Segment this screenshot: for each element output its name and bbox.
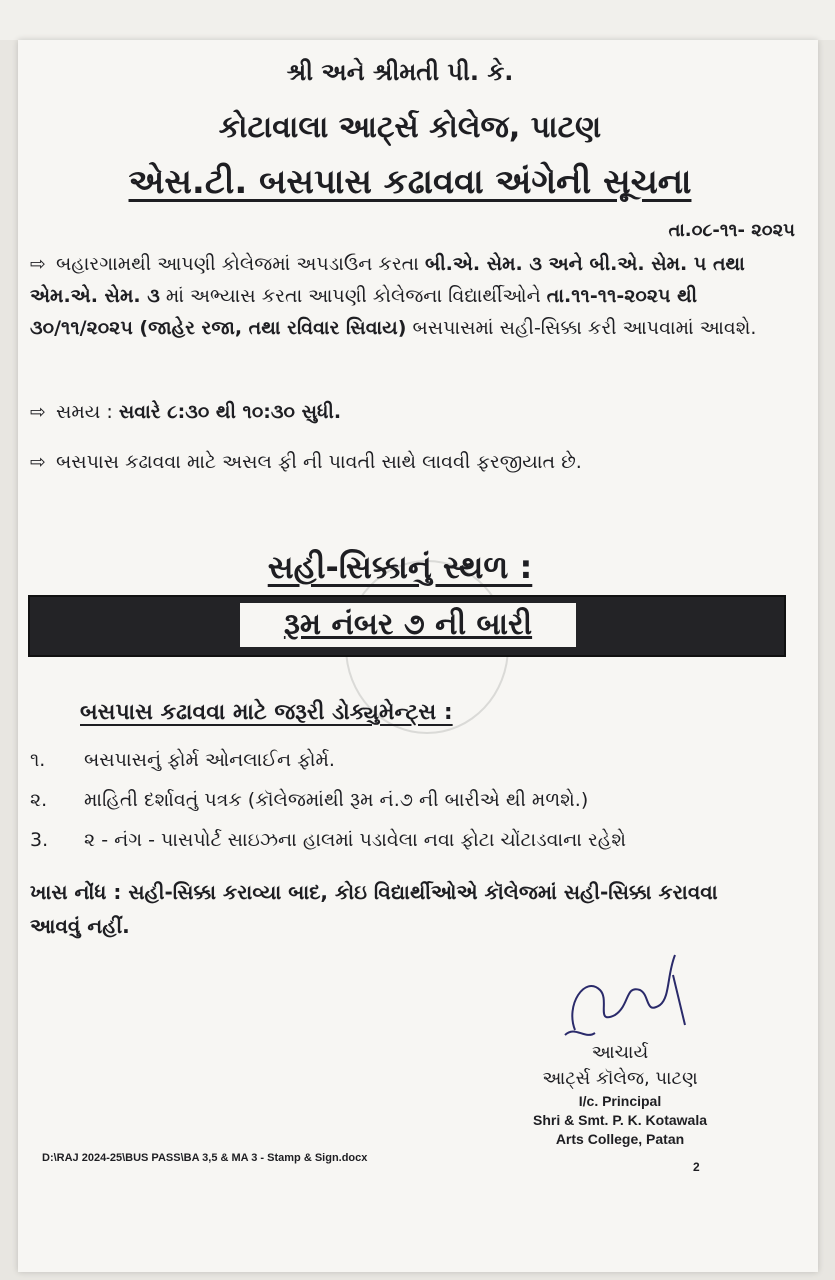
college-name-en: Arts College, Patan	[555, 1131, 685, 1147]
documents-list	[30, 740, 790, 860]
list-item-number: 3.	[30, 829, 49, 851]
college-name-gu: આર્ટ્સ કૉલેજ, પાટણ	[542, 1068, 698, 1089]
list-item	[30, 780, 790, 820]
principal-title-gu: આચાર્ય	[591, 1042, 649, 1063]
list-item-number: ૧.	[30, 749, 46, 771]
time-label: સમય :	[56, 401, 119, 423]
college-location: કોટાવાલા આર્ટ્સ કોલેજ, પાટણ	[218, 110, 602, 145]
arrow-right-icon: ⇨	[30, 253, 46, 275]
p1-part-a: બહારગામથી આપણી કોલેજમાં અપડાઉન કરતા	[56, 253, 425, 275]
list-item-text: ૨ - નંગ - પાસપોર્ટ સાઇઝના હાલમાં પડાવેલા નવા ફોટા ચોંટાડવાના રહેશે	[84, 829, 626, 851]
special-note: ખાસ નોંધ : સહી-સિક્કા કરાવ્યા બાદ, કોઇ વિદ્યાર્થીઓએ કૉલેજમાં સહી-સિક્કા કરાવવા આવવું નહીં.	[30, 880, 718, 938]
college-name: શ્રી અને શ્રીમતી પી. કે.	[286, 58, 514, 86]
location-value: રૂમ નંબર ૭ ની બારી	[240, 603, 576, 647]
notice-date: તા.૦૮-૧૧- ૨૦૨૫	[668, 220, 795, 241]
location-banner	[28, 595, 786, 657]
principal-title-en: I/c. Principal	[578, 1093, 662, 1109]
p1-part-b: બી.એ. સેમ. ૩ અને બી.એ. સેમ. ૫ તથા એમ.એ. સેમ. ૩	[30, 253, 745, 307]
notice-paragraph	[30, 248, 770, 344]
signature-block	[510, 1040, 730, 1149]
arrow-right-icon: ⇨	[30, 401, 46, 423]
signature-scribble	[555, 935, 705, 1045]
file-path-footer: D:\RAJ 2024-25\BUS PASS\BA 3,5 & MA 3 - Stamp & Sign.docx	[42, 1152, 368, 1164]
page-top-edge	[0, 0, 835, 40]
notice-subject: એસ.ટી. બસપાસ કઢાવવા અંગેની સૂચના	[128, 162, 692, 202]
time-value: સવારે ૮:૩૦ થી ૧૦:૩૦ સુધી.	[118, 401, 342, 423]
list-item	[30, 820, 790, 860]
time-line	[30, 396, 770, 428]
list-item-text: માહિતી દર્શાવતું પત્રક (કૉલેજમાંથી રૂમ નં.૭ ની બારીએ થી મળશે.)	[84, 789, 589, 811]
list-item-text: બસપાસનું ફોર્મ ઓનલાઈન ફોર્મ.	[84, 749, 335, 771]
fee-text: બસપાસ કઢાવવા માટે અસલ ફી ની પાવતી સાથે લાવવી ફરજીયાત છે.	[56, 451, 582, 473]
location-label: સહી-સિક્કાનું સ્થળ :	[267, 548, 533, 586]
fee-line	[30, 446, 770, 478]
list-item	[30, 740, 790, 780]
documents-heading: બસપાસ કઢાવવા માટે જરૂરી ડોક્યુમેન્ટ્સ :	[80, 700, 453, 725]
list-item-number: ૨.	[30, 789, 48, 811]
trust-name-en: Shri & Smt. P. K. Kotawala	[532, 1112, 707, 1128]
p1-part-d: તા.૧૧-૧૧-૨૦૨૫ થી ૩૦/૧૧/૨૦૨૫ (જાહેર રજા, તથા રવિવાર સિવાય)	[30, 285, 698, 339]
p1-part-c: માં અભ્યાસ કરતા આપણી કોલેજના વિદ્યાર્થીઓને	[159, 285, 547, 307]
page-number: 2	[693, 1160, 700, 1174]
p1-part-e: બસપાસમાં સહી-સિક્કા કરી આપવામાં આવશે.	[406, 317, 757, 339]
arrow-right-icon: ⇨	[30, 451, 46, 473]
